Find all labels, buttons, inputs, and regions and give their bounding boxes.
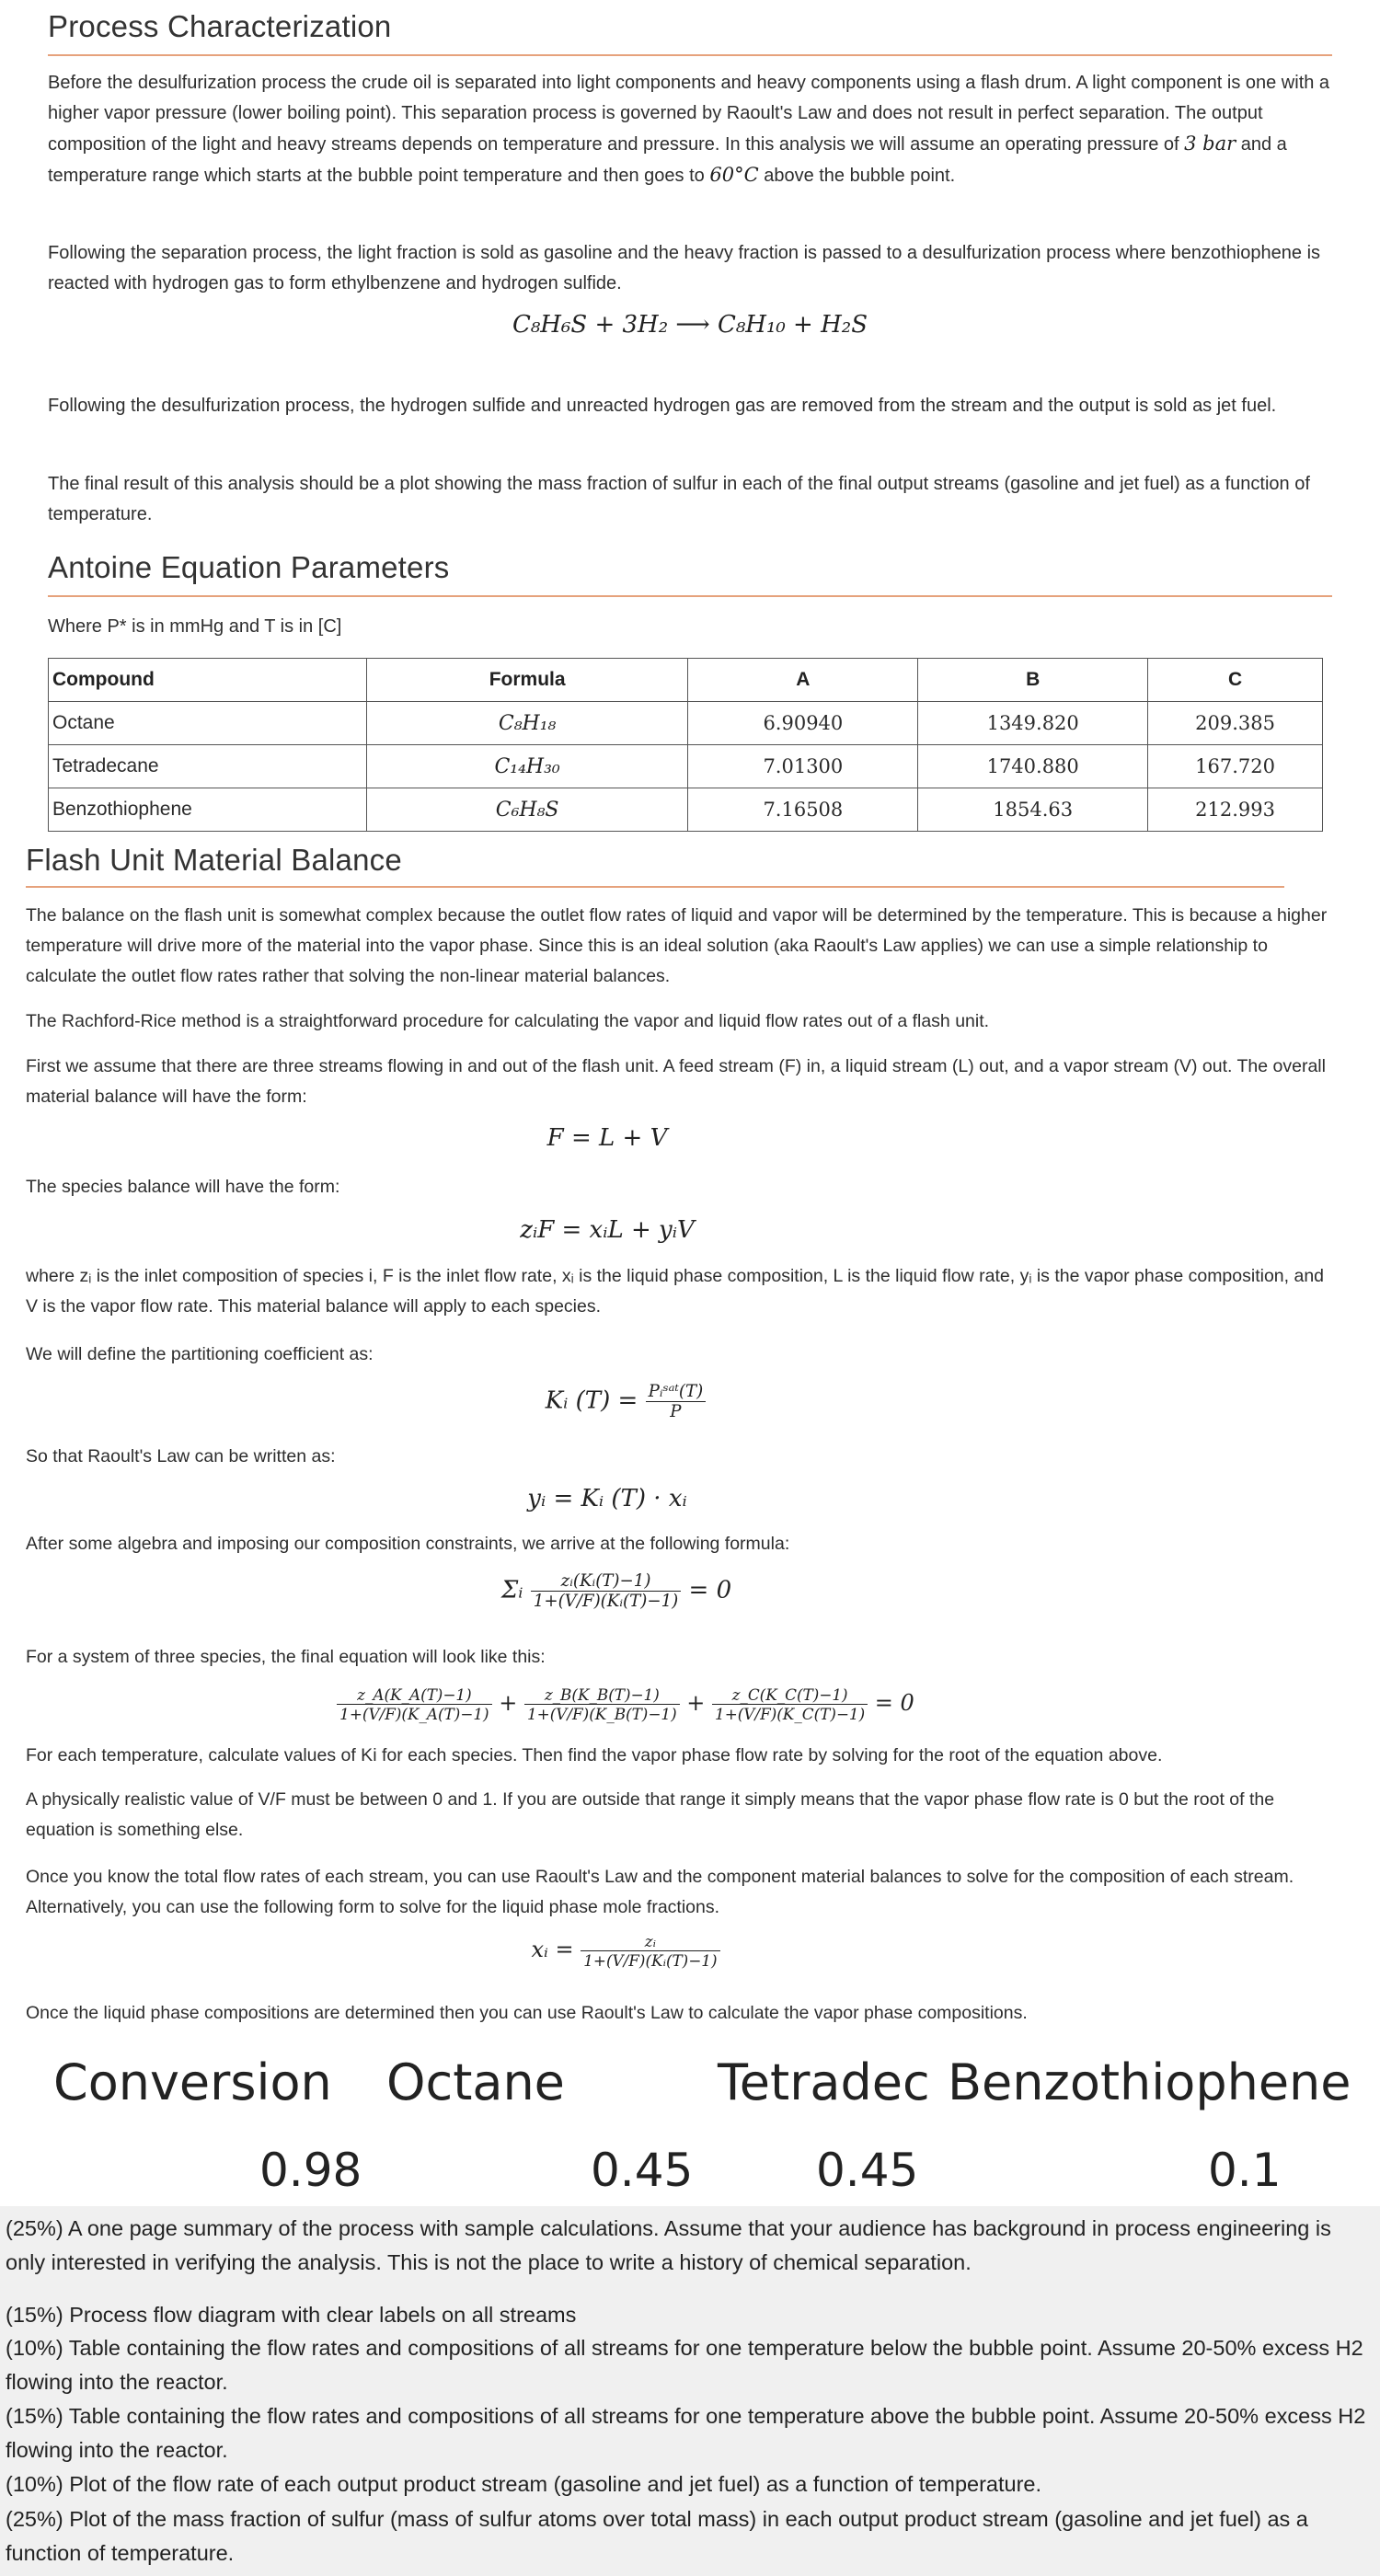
cell-b: 1854.63 [918, 788, 1148, 832]
flash-paragraph-10: For each temperature, calculate values of Ki for each species. Then find the vapor phase flow rate by solving for the root of the equation above. [26, 1745, 1163, 1765]
conversion-header: Conversion [53, 2053, 332, 2111]
conversion-value-4: 0.1 [1208, 2144, 1282, 2197]
partition-coefficient-equation: Kᵢ (T) = $\frac{\text{Pᵢˢᵃᵗ(T)}}{P}$ [0, 1382, 1251, 1421]
section-rule [26, 886, 1284, 888]
list-item: (10%) Table containing the flow rates and compositions of all streams for one temperature below the bubble point. Assume 20-50% excess H2 flowing into the reactor. [6, 2336, 1363, 2394]
tetradec-header: Tetradec [718, 2053, 930, 2111]
table-row [49, 702, 1323, 745]
flash-paragraph-11: A physically realistic value of V/F must be between 0 and 1. If you are outside that range it simply means that the vapor phase flow rate is 0 but the root of the equation is something else. [26, 1789, 1275, 1840]
process-paragraph-2: Following the separation process, the light fraction is sold as gasoline and the heavy fraction is passed to a desulfurization process where benzothiophene is reacted with hydrogen gas to form ethylbenzene and hydrogen sulfide. [48, 243, 1321, 293]
flash-paragraph-1: The balance on the flash unit is somewhat complex because the outlet flow rates of liquid and vapor will be determined by the temperature. This is because a higher temperature will drive more of the material into the vapor phase. Since this is an ideal solution (aka Raoult's Law applies) we can use a simple relationship to calculate the outlet flow rates rather that solving the non-linear material balances. [26, 905, 1328, 986]
header-b: B [918, 659, 1148, 702]
flash-paragraph-4: The species balance will have the form: [26, 1177, 340, 1197]
flash-paragraph-6: We will define the partitioning coefficient as: [26, 1344, 374, 1364]
list-item: (15%) Process flow diagram with clear labels on all streams [6, 2303, 577, 2327]
benzothiophene-header: Benzothiophene [948, 2053, 1351, 2111]
octane-header: Octane [386, 2053, 565, 2111]
cell-c: 212.993 [1148, 788, 1323, 832]
flash-paragraph-7: So that Raoult's Law can be written as: [26, 1446, 336, 1466]
flash-paragraph-8: After some algebra and imposing our composition constraints, we arrive at the following formula: [26, 1534, 790, 1554]
cell-formula: C₈H₁₈ [366, 702, 688, 745]
header-compound: Compound [49, 659, 367, 702]
list-item: (15%) Table containing the flow rates and compositions of all streams for one temperature above the bubble point. Assume 20-50% excess H2 flowing into the reactor. [6, 2404, 1366, 2462]
antoine-note: Where P* is in mmHg and T is in [C] [48, 616, 342, 637]
cell-c: 167.720 [1148, 745, 1323, 788]
three-species-equation: $\frac{z\_A(K\_A(T)-1)}{1+(V/F)(K\_A(T)-1)}$ + $\frac{z\_B(K\_B(T)-1)}{1+(V/F)(K\_B(T)-1)}$ + $\frac{z\_C(K\_C(T)-1)}{1+(V/F)(K\_C(T)-1)}$ = 0 [0, 1685, 1251, 1723]
process-title: Process Characterization [48, 9, 392, 43]
cell-formula: C₆H₈S [366, 788, 688, 832]
section-rule [48, 54, 1332, 56]
reaction-equation: C₈H₆S + 3H₂ ⟶ C₈H₁₀ + H₂S [512, 311, 868, 339]
cell-a: 7.16508 [688, 788, 918, 832]
flash-title: Flash Unit Material Balance [26, 843, 402, 877]
flash-paragraph-13: Once the liquid phase compositions are determined then you can use Raoult's Law to calculate the vapor phase compositions. [26, 2003, 1028, 2023]
antoine-title: Antoine Equation Parameters [48, 550, 450, 584]
grading-criteria [0, 2206, 1380, 2576]
cell-c: 209.385 [1148, 702, 1323, 745]
table-row [49, 788, 1323, 832]
header-c: C [1148, 659, 1323, 702]
pressure-value: 3 bar [1184, 132, 1236, 155]
table-header-row [49, 659, 1323, 702]
conversion-value-2: 0.45 [591, 2144, 694, 2197]
header-a: A [688, 659, 918, 702]
cell-compound: Benzothiophene [49, 788, 367, 832]
flash-paragraph-12: Once you know the total flow rates of each stream, you can use Raoult's Law and the component material balances to solve for the composition of each stream. Alternatively, you can use the following form to solve for the liquid phase mole fractions. [26, 1867, 1294, 1917]
flash-paragraph-5: where zᵢ is the inlet composition of species i, F is the inlet flow rate, xᵢ is the liquid phase composition, L is the liquid flow rate, yᵢ is the vapor phase composition, and V is the vapor flow rate. This material balance will apply to each species. [26, 1266, 1325, 1317]
header-formula: Formula [366, 659, 688, 702]
cell-b: 1349.820 [918, 702, 1148, 745]
process-paragraph-3: Following the desulfurization process, the hydrogen sulfide and unreacted hydrogen gas are removed from the stream and the output is sold as jet fuel. [48, 396, 1277, 416]
cell-compound: Octane [49, 702, 367, 745]
list-item: (25%) A one page summary of the process with sample calculations. Assume that your audience has background in process engineering is only interested in verifying the analysis. This is not the place to write a history of chemical separation. [6, 2216, 1331, 2274]
raoult-equation: yᵢ = Kᵢ (T) · xᵢ [527, 1485, 687, 1512]
overall-balance-equation: F = L + V [546, 1124, 668, 1152]
flash-paragraph-9: For a system of three species, the final equation will look like this: [26, 1647, 546, 1667]
antoine-table [48, 658, 1323, 832]
conversion-value-3: 0.45 [816, 2144, 919, 2197]
cell-compound: Tetradecane [49, 745, 367, 788]
flash-paragraph-3: First we assume that there are three streams flowing in and out of the flash unit. A feed stream (F) in, a liquid stream (L) out, and a vapor stream (V) out. The overall material balance will have the form: [26, 1056, 1326, 1107]
flash-paragraph-2: The Rachford-Rice method is a straightforward procedure for calculating the vapor and liquid flow rates out of a flash unit. [26, 1011, 990, 1031]
list-item: (10%) Plot of the flow rate of each output product stream (gasoline and jet fuel) as a function of temperature. [6, 2472, 1042, 2496]
temperature-value: 60°C [709, 164, 759, 186]
cell-formula: C₁₄H₃₀ [366, 745, 688, 788]
list-item: (25%) Plot of the mass fraction of sulfur (mass of sulfur atoms over total mass) in each output product stream (gasoline and jet fuel) as a function of temperature. [6, 2507, 1308, 2565]
species-balance-equation: zᵢF = xᵢL + yᵢV [520, 1216, 695, 1244]
cell-a: 6.90940 [688, 702, 918, 745]
cell-b: 1740.880 [918, 745, 1148, 788]
section-rule [48, 595, 1332, 597]
process-paragraph-1: Before the desulfurization process the crude oil is separated into light components and heavy components using a flash drum. A light component is one with a higher vapor pressure (lower boiling point). This separation process is governed by Raoult's Law and does not result in perfect separation. The output composition of the light and heavy streams depends on temperature and pressure. In this analysis we will assume an operating pressure of 3 bar and a temperature range which starts at the bubble point temperature and then goes to 60°C above the bubble point. [48, 73, 1330, 186]
rachford-rice-equation: Σᵢ $\frac{\text{zᵢ(Kᵢ(T)−1)}}{\text{1+(V/F)(Kᵢ(T)−1)}}$ = 0 [500, 1571, 732, 1611]
conversion-value-1: 0.98 [259, 2144, 362, 2197]
process-paragraph-4: The final result of this analysis should be a plot showing the mass fraction of sulfur in each of the final output streams (gasoline and jet fuel) as a function of temperature. [48, 474, 1310, 524]
liquid-fraction-equation: xᵢ = $\frac{\text{zᵢ}}{\text{1+(V/F)(Kᵢ(T)−1)}}$ [0, 1932, 1251, 1970]
table-row [49, 745, 1323, 788]
cell-a: 7.01300 [688, 745, 918, 788]
